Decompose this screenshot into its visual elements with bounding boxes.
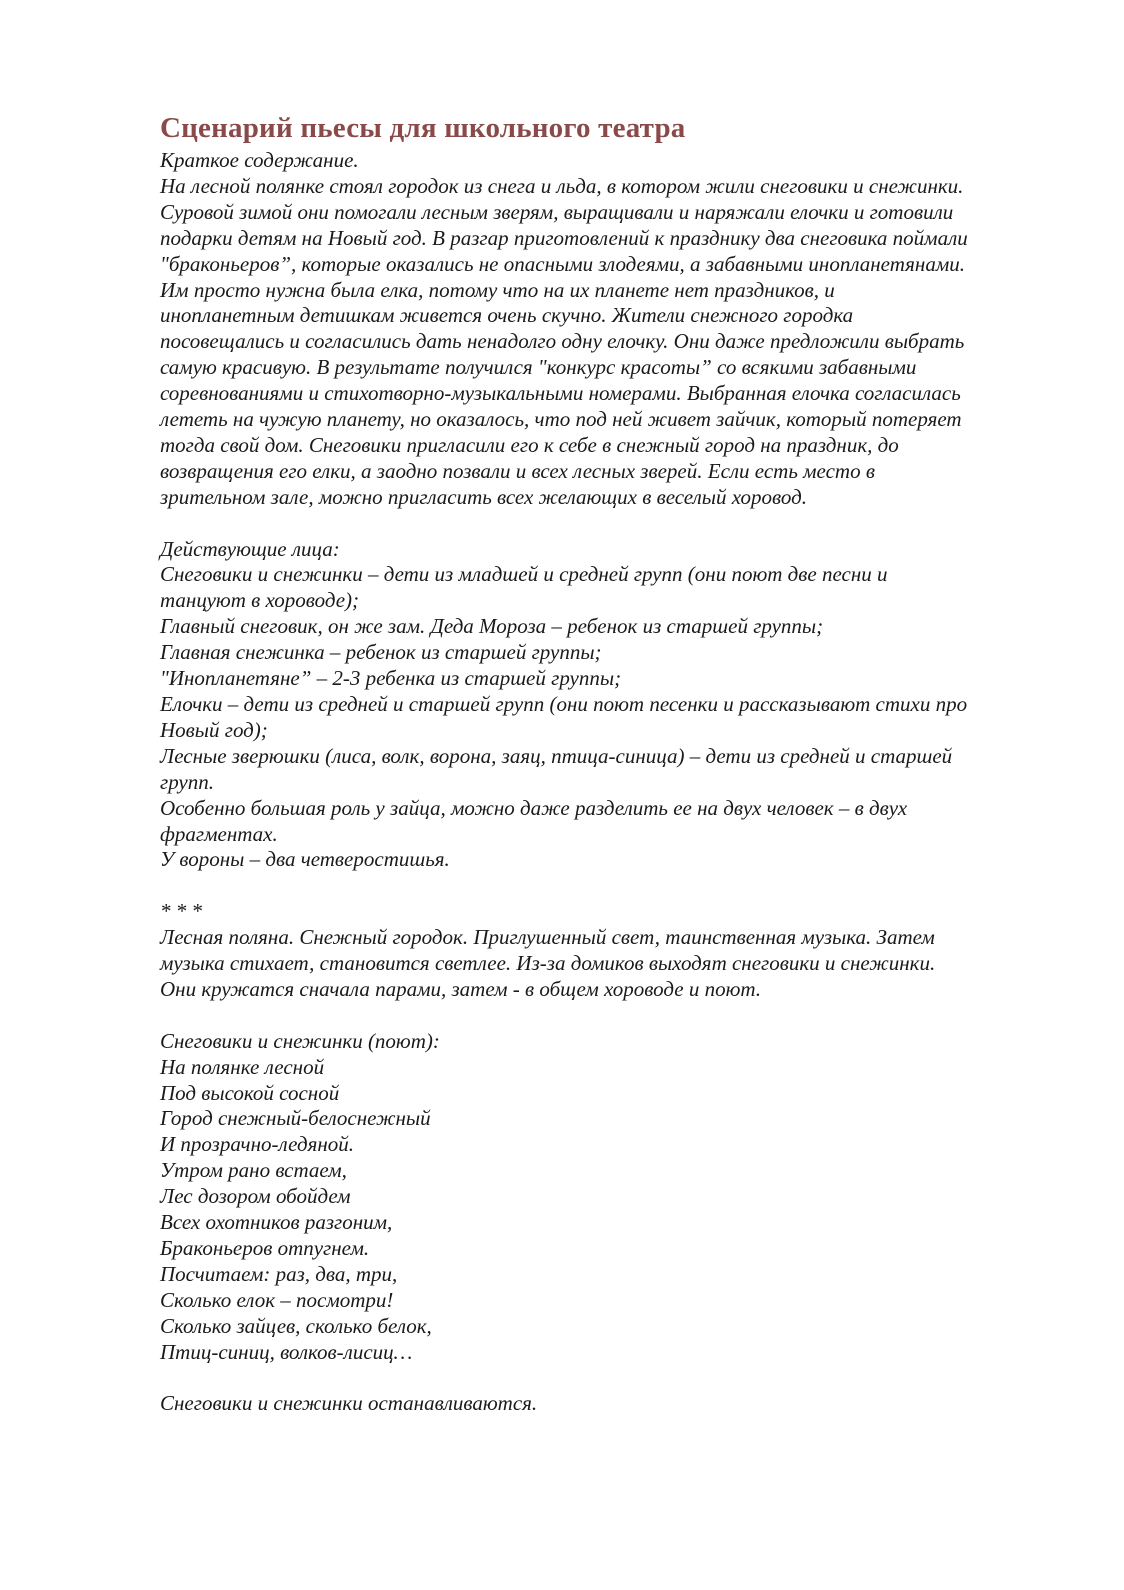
cast-line: Елочки – дети из средней и старшей групп (они поют песенки и рассказывают стихи про [160,692,968,717]
song-line: Под высокой сосной [160,1080,340,1105]
text-line: "браконьеров”, которые оказались не опасными злодеями, а забавными инопланетянами. [160,251,965,276]
song-line: На полянке лесной [160,1054,325,1079]
stage-direction: Снеговики и снежинки останавливаются. [160,1391,538,1416]
text-line: Им просто нужна была елка, потому что на их планете нет праздников, и [160,277,835,302]
text-line: лететь на чужую планету, но оказалось, что под ней живет зайчик, который потеряет [160,407,962,432]
paragraph-spacer [160,1366,1040,1392]
song-heading: Снеговики и снежинки (поют): [160,1028,440,1053]
song-line: Сколько зайцев, сколько белок, [160,1313,432,1338]
scene-section [160,899,1040,1003]
paragraph-spacer [160,511,1040,537]
scene-line: Они кружатся сначала парами, затем - в общем хороводе и поют. [160,976,762,1001]
text-line: посовещались и согласились дать ненадолго одну елочку. Они даже предложили выбрать [160,329,965,354]
document-page [160,108,1040,1417]
cast-line: Главная снежинка – ребенок из старшей группы; [160,640,602,665]
text-line: тогда свой дом. Снеговики пригласили его к себе в снежный город на праздник, до [160,432,899,457]
cast-line: Снеговики и снежинки – дети из младшей и средней групп (они поют две песни и [160,562,888,587]
text-line: зрительном зале, можно пригласить всех желающих в веселый хоровод. [160,484,807,509]
song-line: Город снежный-белоснежный [160,1106,431,1131]
song-line: И прозрачно-ледяной. [160,1132,355,1157]
summary-section [160,148,1040,511]
text-line: Суровой зимой они помогали лесным зверям, выращивали и наряжали елочки и готовили [160,199,954,224]
cast-line: Главный снеговик, он же зам. Деда Мороза – ребенок из старшей группы; [160,614,824,639]
cast-line: танцуют в хороводе); [160,588,360,613]
cast-heading: Действующие лица: [160,536,340,561]
paragraph-spacer [160,1003,1040,1029]
text-line: соревнованиями и стихотворно-музыкальными номерами. Выбранная елочка согласилась [160,381,961,406]
summary-body [160,174,1040,511]
song-line: Браконьеров отпугнем. [160,1236,370,1261]
song-line: Посчитаем: раз, два, три, [160,1261,398,1286]
song-section [160,1029,1040,1366]
text-line: На лесной полянке стоял городок из снега и льда, в котором жили снеговики и снежинки. [160,173,964,198]
song-line: Всех охотников разгоним, [160,1210,393,1235]
cast-line: "Инопланетяне” – 2-3 ребенка из старшей группы; [160,666,622,691]
text-line: инопланетным детишкам живется очень скучно. Жители снежного городка [160,303,854,328]
song-line: Птиц-синиц, волков-лисиц… [160,1339,413,1364]
summary-heading: Краткое содержание. [160,148,359,172]
stage-direction-section [160,1391,1040,1417]
text-line: подарки детям на Новый год. В разгар приготовлений к празднику два снеговика поймали [160,225,968,250]
section-separator: * * * [160,899,202,924]
song-line: Сколько елок – посмотри! [160,1287,394,1312]
cast-line: Новый год); [160,717,268,742]
paragraph-spacer [160,873,1040,899]
cast-line: фрагментах. [160,821,278,846]
cast-line: У вороны – два четверостишья. [160,847,450,872]
cast-line: Лесные зверюшки (лиса, волк, ворона, заяц, птица-синица) – дети из средней и старшей [160,743,953,768]
song-line: Утром рано встаем, [160,1158,347,1183]
cast-section [160,537,1040,874]
cast-line: Особенно большая роль у зайца, можно даже разделить ее на двух человек – в двух [160,795,908,820]
page-title: Сценарий пьесы для школьного театра [160,112,686,144]
text-line: возвращения его елки, а заодно позвали и всех лесных зверей. Если есть место в [160,458,875,483]
song-line: Лес дозором обойдем [160,1184,351,1209]
scene-line: Лесная поляна. Снежный городок. Приглушенный свет, таинственная музыка. Затем [160,925,935,950]
cast-line: групп. [160,769,214,794]
scene-line: музыка стихает, становится светлее. Из-за домиков выходят снеговики и снежинки. [160,951,936,976]
text-line: самую красивую. В результате получился "конкурс красоты” со всякими забавными [160,355,917,380]
